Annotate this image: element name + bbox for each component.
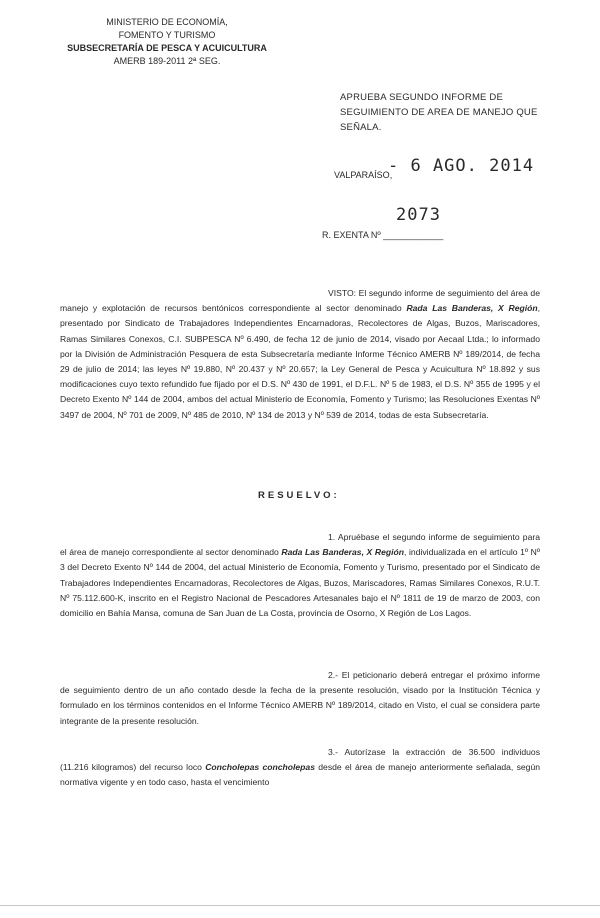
ministry-name: MINISTERIO DE ECONOMÍA, [106,17,228,27]
item-3-paragraph [60,745,540,791]
item-1-lead: 1. Apruébase el segundo informe de seguimiento para el área de manejo correspondiente al sector denominado [60,532,540,558]
item-2-paragraph: 2.- El peticionario deberá entregar el próximo informe de seguimiento dentro de un año contado desde la fecha de la presente resolución, visado por la Institución Técnica y formulado en los términos contenidos en el Informe Técnico AMERB Nº 189/2014, citado en Visto, el cual se considera parte integrante de la presente resolución. [60,670,540,726]
visto-text-2: , presentado por Sindicato de Trabajadores Independientes Encarnadoras, Recolectores de Algas, Buzos, Mariscadores, Ramas Similares Conexos, C.I. SUBPESCA Nº 6.490, de fecha 12 de junio de 2014, visado por Aecaal Ltda.; lo informado por la División de Administración Pesquera de esta Subsecretaría mediante Informe Técnico AMERB Nº 189/2014, de fecha 29 de julio de 2014; las leyes Nº 19.880, Nº 20.437 y Nº 20.657; la Ley General de Pesca y Acuicultura Nº 18.892 y sus modificaciones cuyo texto refundido fue fijado por el D.S. Nº 430 de 1991, el D.F.L. Nº 5 de 1983, el D.S. Nº 355 de 1995 y el Decreto Exento Nº 144 de 2004, ambos del actual Ministerio de Economía, Fomento y Turismo; las Resoluciones Exentas Nº 3497 de 2004, Nº 701 de 2009, Nº 485 de 2010, Nº 134 de 2013 y Nº 539 de 2014, todas de esta Subsecretaría. [60,303,541,420]
letterhead [62,16,272,68]
item-1-rest: , individualizada en el artículo 1º Nº 3 del Decreto Exento Nº 144 de 2004, del actual Ministerio de Economía, Fomento y Turismo, presentado por el Sindicato de Trabajadores Independientes Encarnadoras, Recolectores de Algas, Buzos, Mariscadores, Ramas Similares Conexos, R.U.T. Nº 75.112.600-K, inscrito en el Registro Nacional de Pescadores Artesanales bajo el Nº 1811 de 19 de marzo de 2003, con domicilio en Bahía Mansa, comuna de San Juan de La Costa, provincia de Osorno, X Región de Los Lagos. [60,547,541,619]
item-3-rest: desde el área de manejo anteriormente señalada, según normativa vigente y en todo caso, hasta el vencimiento [60,762,540,788]
document-subject: APRUEBA SEGUNDO INFORME DE SEGUIMIENTO DE AREA DE MANEJO QUE SEÑALA. [340,92,538,133]
stamped-date: - 6 AGO. 2014 [388,156,535,176]
subsecretaria-name: SUBSECRETARÍA DE PESCA Y ACUICULTURA [67,43,267,53]
visto-place: Rada Las Banderas, X Región [406,303,538,314]
exenta-line [322,230,443,240]
amerb-reference: AMERB 189-2011 2ª SEG. [113,56,221,66]
item-1-place: Rada Las Banderas, X Región [281,547,404,558]
visto-label: VISTO: [328,288,357,298]
visto-paragraph [60,286,540,423]
item-3-species: Concholepas concholepas [205,762,315,773]
resuelvo-heading: RESUELVO: [258,490,340,501]
resolution-number: 2073 [396,205,441,225]
ministry-subtitle: FOMENTO Y TURISMO [118,30,216,40]
exenta-label: R. EXENTA Nº [322,230,381,240]
page-bottom-rule [0,905,600,906]
visto-text-1: El segundo informe de seguimiento del área de manejo y explotación de recursos bentónicos correspondiente al sector denominado [60,288,540,314]
exenta-blank: ____________ [383,230,444,240]
item-1-paragraph [60,530,540,621]
item-3-lead: 3.- Autorízase la extracción de 36.500 individuos (11.216 kilogramos) del recurso loco [60,747,540,773]
place-label: VALPARAÍSO, [334,170,393,180]
